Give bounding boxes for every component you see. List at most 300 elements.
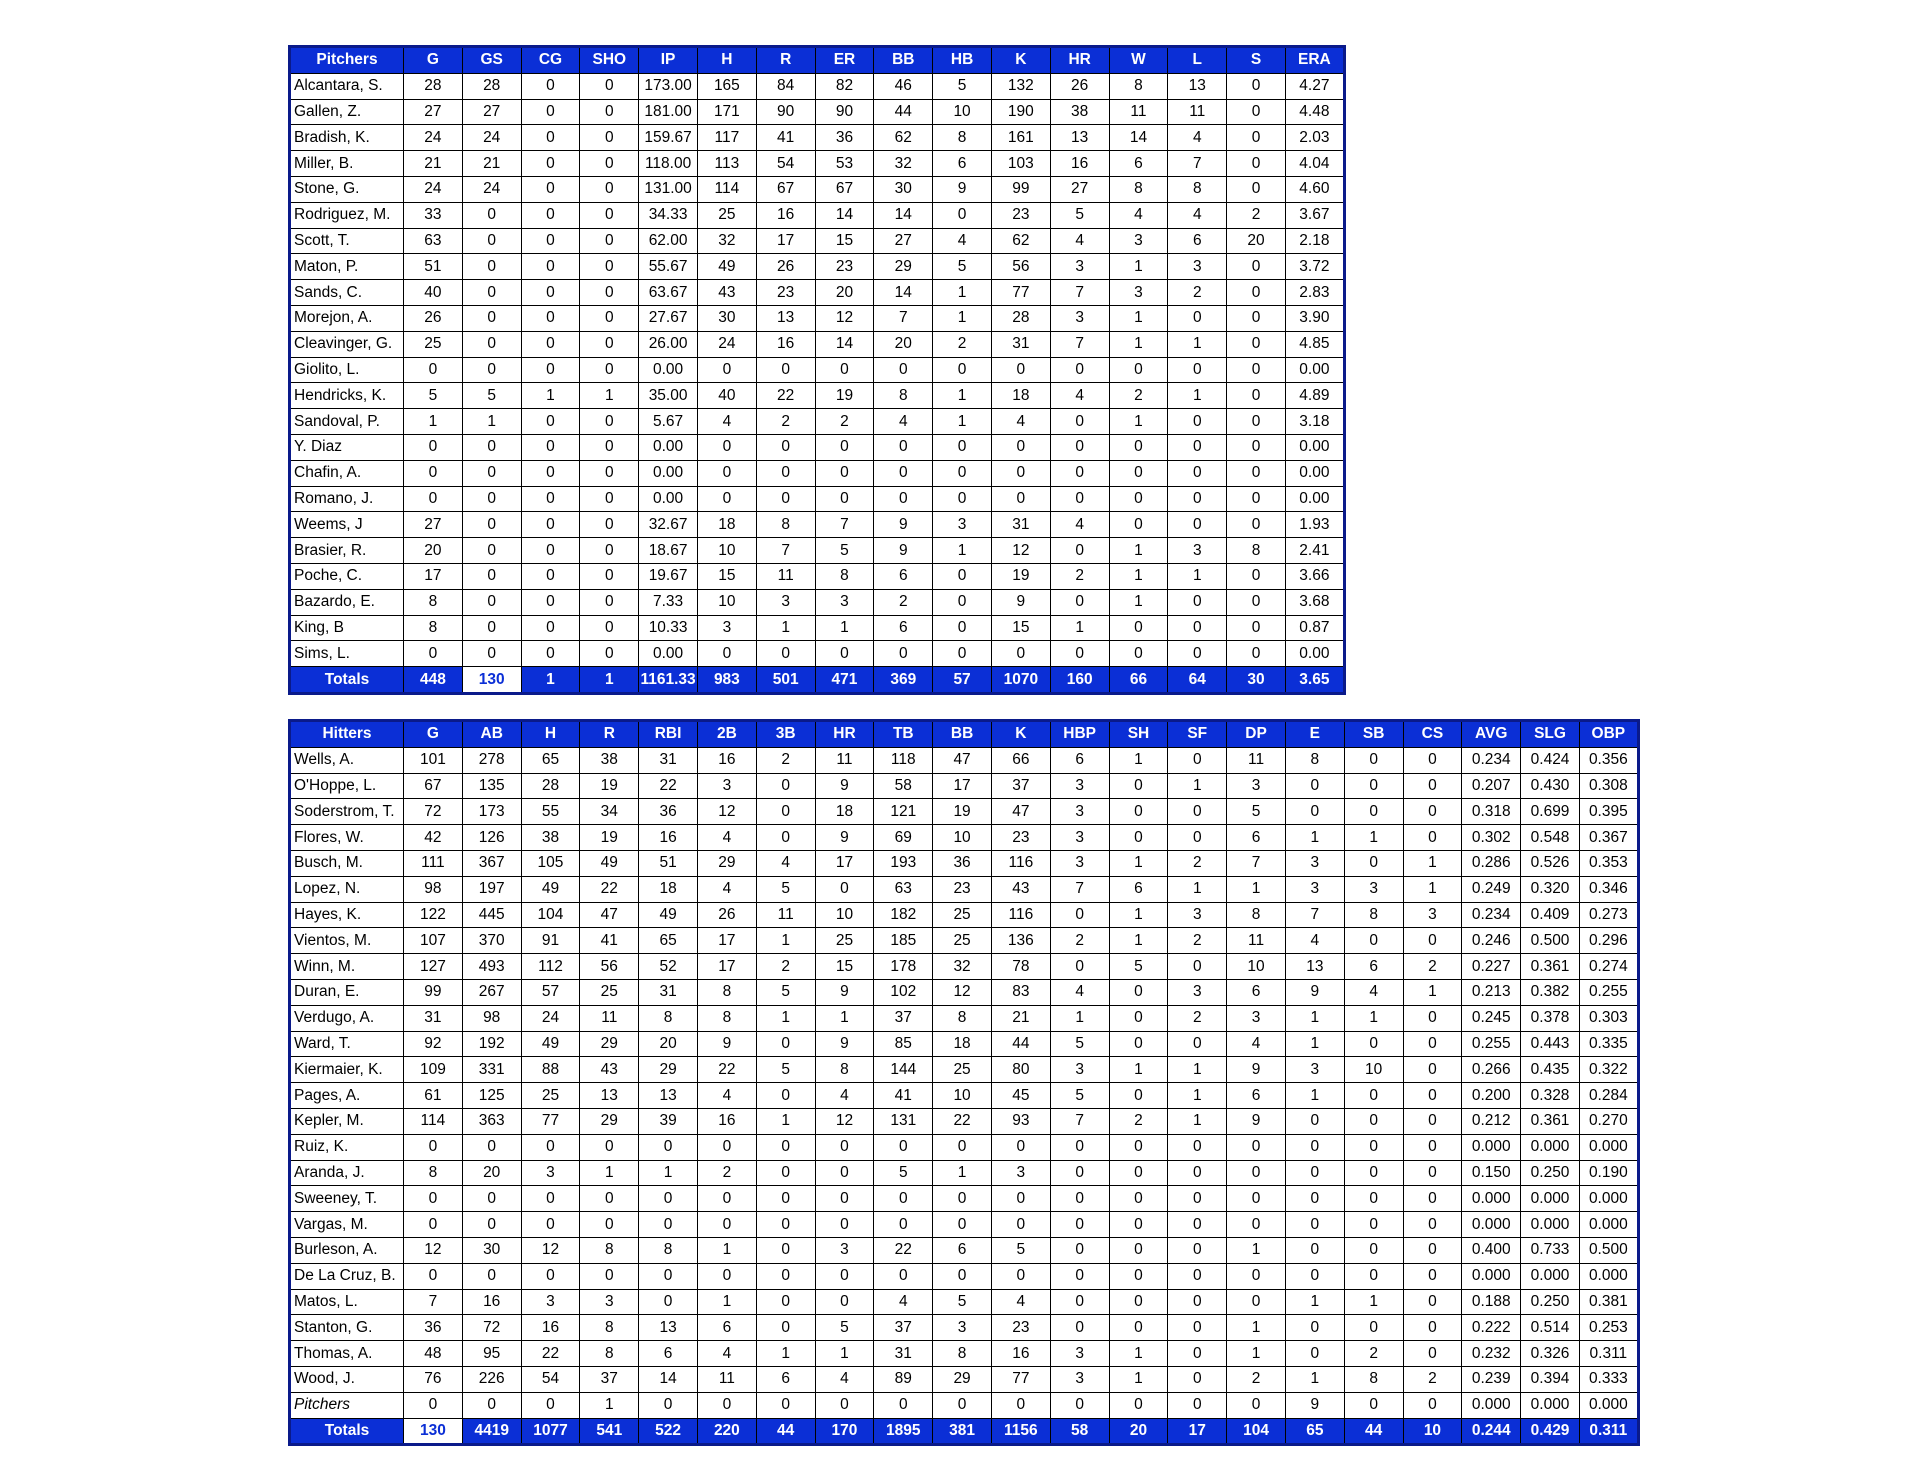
stat-cell: 0 (404, 1134, 463, 1160)
stat-cell: 16 (756, 331, 815, 357)
table-row (290, 331, 1345, 357)
totals-cell: 10 (1403, 1418, 1462, 1445)
stat-cell: 0 (404, 641, 463, 667)
stat-cell: 0 (1403, 1134, 1462, 1160)
stat-cell: 1 (404, 409, 463, 435)
stat-cell: 0 (1109, 512, 1168, 538)
stat-cell: 0 (1403, 799, 1462, 825)
stat-cell: 6 (933, 1237, 992, 1263)
player-name-cell: Wells, A. (290, 747, 404, 773)
stat-cell: 0 (874, 434, 933, 460)
stat-cell: 1 (1344, 1005, 1403, 1031)
player-name-cell: Giolito, L. (290, 357, 404, 383)
stat-cell: 32 (697, 228, 756, 254)
stat-cell: 0 (1109, 641, 1168, 667)
stat-cell: 1 (1109, 1341, 1168, 1367)
stat-cell: 22 (697, 1057, 756, 1083)
stat-cell: 30 (462, 1237, 521, 1263)
player-name-cell: Rodriguez, M. (290, 202, 404, 228)
stat-cell: 0 (580, 125, 639, 151)
stat-cell: 0 (580, 151, 639, 177)
totals-cell: 4419 (462, 1418, 521, 1445)
stat-cell: 181.00 (639, 99, 698, 125)
table-row (290, 357, 1345, 383)
stat-cell: 67 (404, 773, 463, 799)
stat-cell: 31 (991, 331, 1050, 357)
stat-cell: 0.296 (1579, 928, 1638, 954)
totals-cell: 17 (1168, 1418, 1227, 1445)
stat-cell: 0 (1050, 357, 1109, 383)
stat-cell: 2.41 (1285, 538, 1344, 564)
stat-cell: 8 (639, 1005, 698, 1031)
stat-cell: 3 (933, 512, 992, 538)
stat-cell: 15 (991, 615, 1050, 641)
stat-cell: 41 (874, 1083, 933, 1109)
stat-cell: 9 (815, 773, 874, 799)
stat-cell: 0 (580, 409, 639, 435)
stat-cell: 0 (697, 486, 756, 512)
stat-cell: 0 (521, 99, 580, 125)
stat-cell: 34 (580, 799, 639, 825)
totals-cell: 983 (697, 667, 756, 694)
stat-cell: 7 (1050, 1108, 1109, 1134)
stat-cell: 6 (1227, 1083, 1286, 1109)
stat-cell: 8 (1168, 176, 1227, 202)
stat-cell: 38 (521, 825, 580, 851)
stat-cell: 16 (521, 1315, 580, 1341)
stat-cell: 0.200 (1462, 1083, 1521, 1109)
column-header: K (991, 721, 1050, 748)
stat-cell: 0 (1344, 1237, 1403, 1263)
stat-cell: 0 (462, 254, 521, 280)
stat-cell: 0.424 (1521, 747, 1580, 773)
stat-cell: 5 (933, 254, 992, 280)
stat-cell: 0 (462, 486, 521, 512)
stat-cell: 9 (697, 1031, 756, 1057)
stat-cell: 0 (580, 228, 639, 254)
stat-cell: 0 (1168, 1160, 1227, 1186)
stat-cell: 0 (1285, 1212, 1344, 1238)
stat-cell: 0 (933, 641, 992, 667)
stat-cell: 13 (639, 1083, 698, 1109)
stat-cell: 116 (991, 850, 1050, 876)
stat-cell: 107 (404, 928, 463, 954)
stat-cell: 0 (521, 228, 580, 254)
stat-cell: 16 (697, 1108, 756, 1134)
table-row (290, 1160, 1639, 1186)
player-name-cell: Burleson, A. (290, 1237, 404, 1263)
table-row (290, 563, 1345, 589)
stat-cell: 0 (1403, 1031, 1462, 1057)
stat-cell: 0.222 (1462, 1315, 1521, 1341)
totals-cell: 501 (756, 667, 815, 694)
stat-cell: 41 (756, 125, 815, 151)
stat-cell: 7 (1050, 280, 1109, 306)
stat-cell: 0 (580, 1134, 639, 1160)
stat-cell: 5 (1050, 1031, 1109, 1057)
stat-cell: 3 (1168, 979, 1227, 1005)
stat-cell: 0.430 (1521, 773, 1580, 799)
stat-cell: 2 (756, 409, 815, 435)
stat-cell: 25 (580, 979, 639, 1005)
stat-cell: 0 (404, 357, 463, 383)
table-row (290, 954, 1639, 980)
stat-cell: 0 (1403, 1005, 1462, 1031)
stat-cell: 0 (404, 1186, 463, 1212)
player-name-cell: Y. Diaz (290, 434, 404, 460)
stat-cell: 8 (404, 615, 463, 641)
stat-cell: 0 (1168, 1134, 1227, 1160)
stat-cell: 1 (1109, 589, 1168, 615)
stat-cell: 2 (933, 331, 992, 357)
column-header: SH (1109, 721, 1168, 748)
stat-cell: 17 (756, 228, 815, 254)
stat-cell: 0 (639, 1392, 698, 1418)
stat-cell: 0 (815, 1134, 874, 1160)
stat-cell: 0 (756, 799, 815, 825)
stat-cell: 1.93 (1285, 512, 1344, 538)
stat-cell: 1 (1285, 1005, 1344, 1031)
stat-cell: 0.212 (1462, 1108, 1521, 1134)
stat-cell: 0 (1344, 747, 1403, 773)
stat-cell: 1 (1168, 876, 1227, 902)
stat-cell: 25 (404, 331, 463, 357)
stat-cell: 0.353 (1579, 850, 1638, 876)
stat-cell: 2 (697, 1160, 756, 1186)
table-row (290, 1392, 1639, 1418)
stat-cell: 0.000 (1521, 1186, 1580, 1212)
stat-cell: 1 (815, 615, 874, 641)
stat-cell: 0 (1168, 512, 1227, 538)
stat-cell: 0 (756, 641, 815, 667)
stat-cell: 0 (580, 486, 639, 512)
stat-cell: 77 (521, 1108, 580, 1134)
stat-cell: 18 (933, 1031, 992, 1057)
totals-cell: 1156 (991, 1418, 1050, 1445)
stat-cell: 267 (462, 979, 521, 1005)
stat-cell: 9 (991, 589, 1050, 615)
stat-cell: 6 (1344, 954, 1403, 980)
stat-cell: 0.284 (1579, 1083, 1638, 1109)
stat-cell: 24 (697, 331, 756, 357)
stat-cell: 0.87 (1285, 615, 1344, 641)
stat-cell: 89 (874, 1366, 933, 1392)
stat-cell: 4.04 (1285, 151, 1344, 177)
player-name-cell: Hayes, K. (290, 902, 404, 928)
stat-cell: 103 (991, 151, 1050, 177)
stat-cell: 14 (639, 1366, 698, 1392)
stat-cell: 98 (404, 876, 463, 902)
stat-cell: 0 (1168, 460, 1227, 486)
stat-cell: 9 (874, 538, 933, 564)
stat-cell: 0 (874, 460, 933, 486)
stat-cell: 0 (404, 434, 463, 460)
stat-cell: 105 (521, 850, 580, 876)
stat-cell: 0 (1285, 1108, 1344, 1134)
stat-cell: 4 (874, 1289, 933, 1315)
stat-cell: 0.346 (1579, 876, 1638, 902)
stat-cell: 1 (697, 1289, 756, 1315)
stat-cell: 14 (815, 331, 874, 357)
stat-cell: 165 (697, 73, 756, 99)
stat-cell: 0 (697, 460, 756, 486)
hitters-body (290, 747, 1639, 1418)
stat-cell: 7 (1050, 331, 1109, 357)
column-header: BB (874, 47, 933, 74)
stat-cell: 0 (1403, 1263, 1462, 1289)
stat-cell: 23 (991, 825, 1050, 851)
stat-cell: 27 (462, 99, 521, 125)
stat-cell: 0.190 (1579, 1160, 1638, 1186)
stat-cell: 88 (521, 1057, 580, 1083)
stat-cell: 1 (1109, 305, 1168, 331)
stat-cell: 8 (404, 589, 463, 615)
table-row (290, 1005, 1639, 1031)
stat-cell: 0.395 (1579, 799, 1638, 825)
stat-cell: 0.000 (1521, 1134, 1580, 1160)
stat-cell: 37 (580, 1366, 639, 1392)
stat-cell: 0.250 (1521, 1160, 1580, 1186)
stat-cell: 13 (756, 305, 815, 331)
column-header: Hitters (290, 721, 404, 748)
stat-cell: 192 (462, 1031, 521, 1057)
column-header: CG (521, 47, 580, 74)
stat-cell: 67 (756, 176, 815, 202)
stat-cell: 1 (1109, 747, 1168, 773)
stat-cell: 3 (1050, 773, 1109, 799)
stat-cell: 0 (1168, 799, 1227, 825)
totals-cell: 160 (1050, 667, 1109, 694)
stat-cell: 1 (1227, 1341, 1286, 1367)
stat-cell: 28 (404, 73, 463, 99)
stat-cell: 4 (1109, 202, 1168, 228)
stat-cell: 38 (580, 747, 639, 773)
stat-cell: 19.67 (639, 563, 698, 589)
stat-cell: 0.249 (1462, 876, 1521, 902)
column-header: R (756, 47, 815, 74)
stat-cell: 25 (697, 202, 756, 228)
column-header: GS (462, 47, 521, 74)
stat-cell: 1 (933, 383, 992, 409)
stat-cell: 4 (1285, 928, 1344, 954)
stat-cell: 5 (462, 383, 521, 409)
stat-cell: 8 (1227, 538, 1286, 564)
stat-cell: 0 (580, 641, 639, 667)
stat-cell: 144 (874, 1057, 933, 1083)
stat-cell: 363 (462, 1108, 521, 1134)
stat-cell: 0 (1050, 954, 1109, 980)
stat-cell: 6 (1168, 228, 1227, 254)
stat-cell: 0.382 (1521, 979, 1580, 1005)
stat-cell: 0.318 (1462, 799, 1521, 825)
stat-cell: 0 (1050, 460, 1109, 486)
stat-cell: 0.000 (1579, 1186, 1638, 1212)
player-name-cell: Bazardo, E. (290, 589, 404, 615)
stat-cell: 0 (580, 280, 639, 306)
stat-cell: 4 (991, 1289, 1050, 1315)
player-name-cell: Pitchers (290, 1392, 404, 1418)
stat-cell: 2 (1109, 1108, 1168, 1134)
stat-cell: 47 (580, 902, 639, 928)
stat-cell: 1 (815, 1341, 874, 1367)
stat-cell: 0.311 (1579, 1341, 1638, 1367)
stat-cell: 3.68 (1285, 589, 1344, 615)
stat-cell: 41 (580, 928, 639, 954)
stat-cell: 2 (1168, 1005, 1227, 1031)
stat-cell: 0 (697, 1186, 756, 1212)
pitchers-totals-row (290, 667, 1345, 694)
stat-cell: 2 (815, 409, 874, 435)
stat-cell: 0 (521, 1212, 580, 1238)
stat-cell: 3 (1168, 538, 1227, 564)
stat-cell: 0 (1403, 928, 1462, 954)
stat-cell: 2 (1050, 563, 1109, 589)
stat-cell: 0 (521, 125, 580, 151)
table-row (290, 1108, 1639, 1134)
stat-cell: 0 (521, 538, 580, 564)
stat-cell: 0 (462, 563, 521, 589)
stat-cell: 46 (874, 73, 933, 99)
stat-cell: 11 (697, 1366, 756, 1392)
stat-cell: 0 (756, 1289, 815, 1315)
column-header: SF (1168, 721, 1227, 748)
stat-cell: 36 (933, 850, 992, 876)
stat-cell: 0 (874, 357, 933, 383)
stat-cell: 0.000 (1579, 1392, 1638, 1418)
column-header: HB (933, 47, 992, 74)
stat-cell: 0 (1050, 902, 1109, 928)
table-row (290, 1031, 1639, 1057)
stat-cell: 4 (1050, 228, 1109, 254)
stat-cell: 3 (1050, 850, 1109, 876)
stat-cell: 49 (521, 1031, 580, 1057)
stat-cell: 1 (1109, 331, 1168, 357)
stat-cell: 370 (462, 928, 521, 954)
stat-cell: 0 (580, 460, 639, 486)
stat-cell: 4.85 (1285, 331, 1344, 357)
stat-cell: 1 (1109, 1366, 1168, 1392)
stat-cell: 0.255 (1462, 1031, 1521, 1057)
stat-cell: 5.67 (639, 409, 698, 435)
stat-cell: 0 (756, 1083, 815, 1109)
stat-cell: 7 (1050, 876, 1109, 902)
stat-cell: 0 (521, 331, 580, 357)
stat-cell: 0.00 (1285, 434, 1344, 460)
stat-cell: 0 (756, 1263, 815, 1289)
stat-cell: 98 (462, 1005, 521, 1031)
stat-cell: 0 (1109, 1237, 1168, 1263)
stat-cell: 0 (1344, 773, 1403, 799)
stat-cell: 0.435 (1521, 1057, 1580, 1083)
stat-cell: 43 (991, 876, 1050, 902)
stat-cell: 1 (1109, 409, 1168, 435)
stat-cell: 1 (1168, 773, 1227, 799)
stat-cell: 6 (1109, 876, 1168, 902)
stat-cell: 10 (1344, 1057, 1403, 1083)
stat-cell: 10 (815, 902, 874, 928)
table-row (290, 773, 1639, 799)
stat-cell: 0 (1109, 357, 1168, 383)
stat-cell: 85 (874, 1031, 933, 1057)
stat-cell: 0 (1403, 1341, 1462, 1367)
stat-cell: 36 (404, 1315, 463, 1341)
stat-cell: 0 (1050, 1160, 1109, 1186)
stat-cell: 4 (991, 409, 1050, 435)
stat-cell: 3.67 (1285, 202, 1344, 228)
stat-cell: 0 (521, 254, 580, 280)
stat-cell: 2.83 (1285, 280, 1344, 306)
column-header: H (521, 721, 580, 748)
stat-cell: 0 (874, 1186, 933, 1212)
stat-cell: 116 (991, 902, 1050, 928)
stat-cell: 182 (874, 902, 933, 928)
stat-cell: 0 (933, 1392, 992, 1418)
stat-cell: 12 (404, 1237, 463, 1263)
stat-cell: 127 (404, 954, 463, 980)
stat-cell: 125 (462, 1083, 521, 1109)
totals-cell: 57 (933, 667, 992, 694)
stat-cell: 0 (756, 773, 815, 799)
stat-cell: 0 (991, 1134, 1050, 1160)
stat-cell: 0 (1344, 928, 1403, 954)
stat-cell: 4 (1227, 1031, 1286, 1057)
stat-cell: 26 (756, 254, 815, 280)
stat-cell: 3 (1109, 280, 1168, 306)
stat-cell: 0 (874, 1212, 933, 1238)
stat-cell: 56 (991, 254, 1050, 280)
stat-cell: 55.67 (639, 254, 698, 280)
stat-cell: 0 (462, 280, 521, 306)
player-name-cell: Weems, J (290, 512, 404, 538)
stat-cell: 185 (874, 928, 933, 954)
stat-cell: 27 (404, 99, 463, 125)
stat-cell: 22 (756, 383, 815, 409)
stat-cell: 0.234 (1462, 902, 1521, 928)
column-header: AB (462, 721, 521, 748)
stat-cell: 4 (697, 1341, 756, 1367)
stat-cell: 0 (404, 1263, 463, 1289)
stat-cell: 27 (874, 228, 933, 254)
stat-cell: 0 (1227, 1289, 1286, 1315)
stat-cell: 3 (1285, 1057, 1344, 1083)
stat-cell: 76 (404, 1366, 463, 1392)
player-name-cell: Stone, G. (290, 176, 404, 202)
stat-cell: 0 (815, 460, 874, 486)
player-name-cell: Kiermaier, K. (290, 1057, 404, 1083)
column-header: HR (1050, 47, 1109, 74)
stat-cell: 0 (1344, 1108, 1403, 1134)
stat-cell: 1 (580, 383, 639, 409)
stat-cell: 16 (1050, 151, 1109, 177)
stat-cell: 0.548 (1521, 825, 1580, 851)
stat-cell: 1 (756, 615, 815, 641)
stat-cell: 3 (697, 615, 756, 641)
table-row (290, 228, 1345, 254)
totals-cell: 1895 (874, 1418, 933, 1445)
stat-cell: 0.000 (1579, 1212, 1638, 1238)
stat-cell: 22 (933, 1108, 992, 1134)
column-header: H (697, 47, 756, 74)
column-header: SHO (580, 47, 639, 74)
stat-cell: 3 (1050, 1341, 1109, 1367)
stat-cell: 8 (1344, 1366, 1403, 1392)
stat-cell: 0 (1344, 850, 1403, 876)
column-header: ERA (1285, 47, 1344, 74)
stat-cell: 40 (404, 280, 463, 306)
stat-cell: 0 (1168, 747, 1227, 773)
stat-cell: 0 (1227, 357, 1286, 383)
stat-cell: 15 (697, 563, 756, 589)
